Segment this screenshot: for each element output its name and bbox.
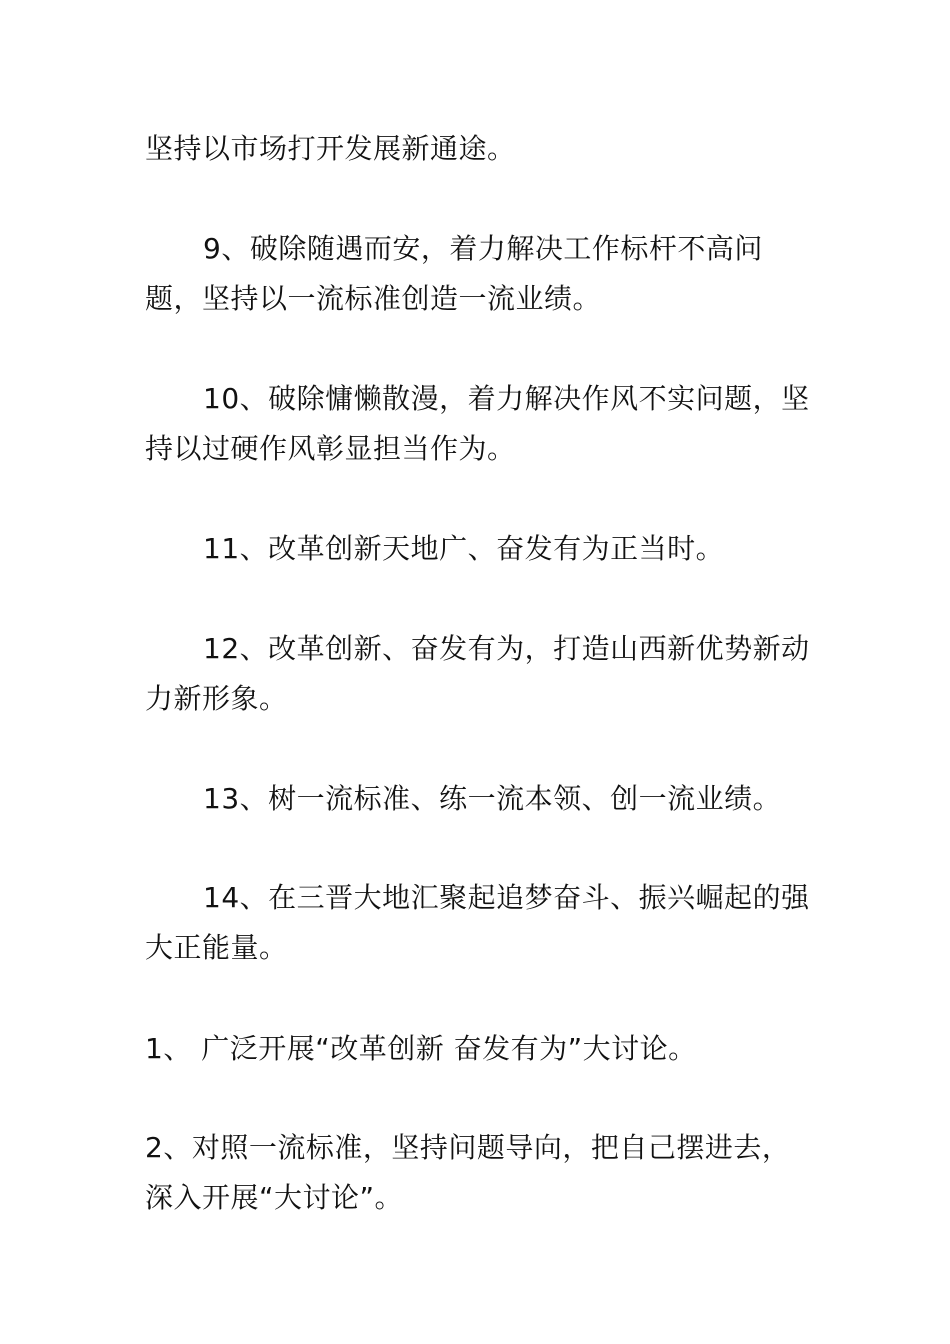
paragraph-continuation: 坚持以市场打开发展新通途。 [145, 132, 516, 165]
paragraph-list-1: 1、 广泛开展“改革创新 奋发有为”大讨论。 [145, 1032, 697, 1065]
paragraph-item-14: 14、在三晋大地汇聚起追梦奋斗、振兴崛起的强大正能量。 [145, 881, 810, 964]
paragraph-item-12: 12、改革创新、奋发有为，打造山西新优势新动力新形象。 [145, 632, 810, 715]
paragraph-item-11: 11、改革创新天地广、奋发有为正当时。 [203, 532, 725, 565]
paragraph-item-9: 9、破除随遇而安，着力解决工作标杆不高问题，坚持以一流标准创造一流业绩。 [145, 232, 763, 315]
paragraph-item-10: 10、破除慵懒散漫，着力解决作风不实问题，坚持以过硬作风彰显担当作为。 [145, 382, 810, 465]
paragraph-item-13: 13、树一流标准、练一流本领、创一流业绩。 [203, 782, 782, 815]
paragraph-list-2: 2、对照一流标准，坚持问题导向，把自己摆进去，深入开展“大讨论”。 [145, 1131, 791, 1214]
